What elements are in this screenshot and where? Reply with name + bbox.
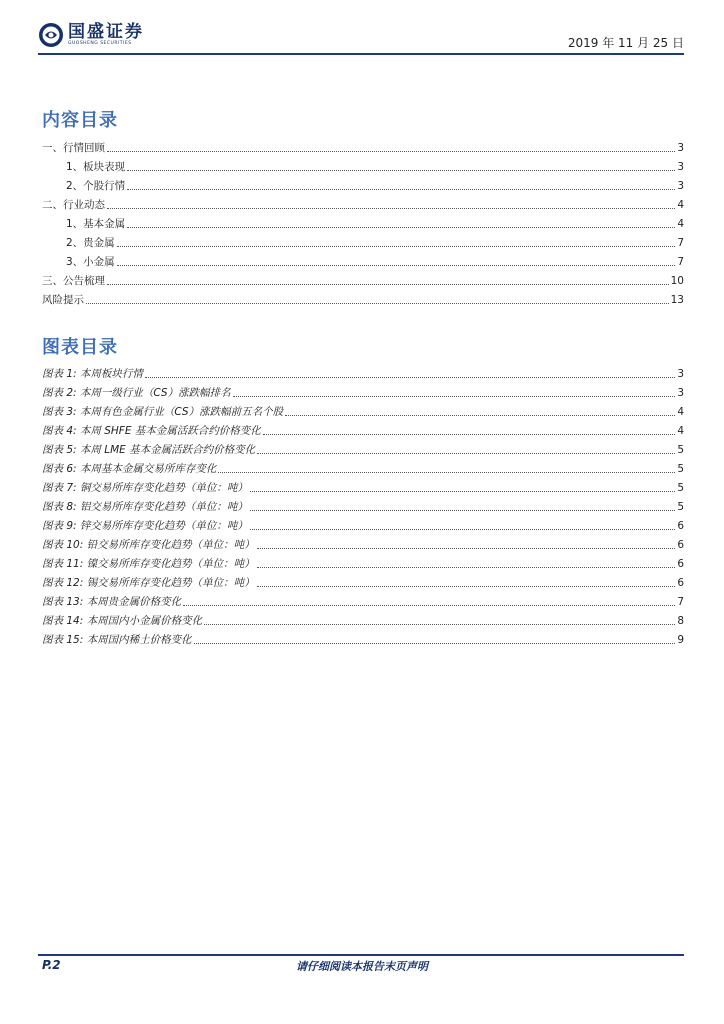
figure-item-label: 图表 15: 本周国内稀土价格变化 (42, 634, 192, 646)
figure-item[interactable] (42, 538, 684, 552)
figure-item-label: 图表 8: 铝交易所库存变化趋势（单位：吨） (42, 501, 248, 513)
figure-item[interactable] (42, 595, 684, 609)
figure-item-page: 6 (677, 520, 684, 532)
leader-dots (257, 548, 676, 549)
leader-dots (127, 189, 675, 190)
toc-item-page: 13 (670, 294, 684, 306)
figure-item-page: 4 (677, 406, 684, 418)
figure-item-page: 3 (677, 387, 684, 399)
leader-dots (218, 472, 675, 473)
figure-item-label: 图表 5: 本周 LME 基本金属活跃合约价格变化 (42, 444, 256, 456)
logo-en-text: GUOSHENG SECURITIES (68, 41, 132, 46)
figure-item-label: 图表 10: 铅交易所库存变化趋势（单位：吨） (42, 539, 255, 551)
report-date: 2019 年 11 月 25 日 (567, 36, 684, 50)
toc-item[interactable] (42, 198, 684, 212)
toc-item-page: 3 (677, 161, 684, 173)
figure-item-page: 4 (677, 425, 684, 437)
header-divider (38, 53, 684, 55)
figure-item-label: 图表 3: 本周有色金属行业（CS）涨跌幅前五名个股 (42, 406, 284, 418)
figure-item-label: 图表 4: 本周 SHFE 基本金属活跃合约价格变化 (42, 425, 261, 437)
figure-item-label: 图表 9: 锌交易所库存变化趋势（单位：吨） (42, 520, 248, 532)
figure-item-page: 7 (677, 596, 684, 608)
figure-item-label: 图表 14: 本周国内小金属价格变化 (42, 615, 203, 627)
toc-item-page: 3 (677, 180, 684, 192)
figure-item[interactable] (42, 557, 684, 571)
leader-dots (145, 377, 675, 378)
toc-item-page: 10 (670, 275, 684, 287)
leader-dots (204, 624, 675, 625)
toc-item[interactable] (66, 217, 684, 231)
figure-item-page: 6 (677, 558, 684, 570)
leader-dots (194, 643, 676, 644)
page-number: P.2 (42, 958, 61, 972)
figure-item[interactable] (42, 481, 684, 495)
toc-item-label: 1、基本金属 (66, 218, 126, 230)
toc-item-page: 7 (677, 237, 684, 249)
toc-item-label: 风险提示 (42, 294, 84, 306)
toc-item[interactable] (42, 293, 684, 307)
toc-item-page: 4 (677, 218, 684, 230)
figure-item[interactable] (42, 633, 684, 647)
figure-item-label: 图表 2: 本周一级行业（CS）涨跌幅排名 (42, 387, 231, 399)
figure-item-label: 图表 7: 铜交易所库存变化趋势（单位：吨） (42, 482, 248, 494)
toc-item-label: 2、个股行情 (66, 180, 126, 192)
leader-dots (250, 529, 675, 530)
contents-title: 内容目录 (42, 110, 118, 131)
leader-dots (257, 586, 676, 587)
figure-item-page: 6 (677, 577, 684, 589)
figure-item[interactable] (42, 500, 684, 514)
toc-item[interactable] (66, 160, 684, 174)
leader-dots (127, 227, 675, 228)
leader-dots (250, 510, 675, 511)
figure-item[interactable] (42, 462, 684, 476)
disclaimer-note: 请仔细阅读本报告末页声明 (296, 960, 428, 973)
toc-item-label: 2、贵金属 (66, 237, 115, 249)
figure-item-page: 9 (677, 634, 684, 646)
toc-item-label: 一、行情回顾 (42, 142, 105, 154)
figure-item-label: 图表 12: 锡交易所库存变化趋势（单位：吨） (42, 577, 255, 589)
toc-item[interactable] (42, 274, 684, 288)
figure-item-page: 5 (677, 482, 684, 494)
leader-dots (117, 246, 676, 247)
leader-dots (117, 265, 676, 266)
figure-item[interactable] (42, 386, 684, 400)
toc-item-label: 二、行业动态 (42, 199, 105, 211)
figure-item[interactable] (42, 519, 684, 533)
figure-item-label: 图表 1: 本周板块行情 (42, 368, 143, 380)
toc-item-label: 1、板块表现 (66, 161, 126, 173)
leader-dots (285, 415, 675, 416)
figure-item[interactable] (42, 405, 684, 419)
logo-mark-icon (38, 22, 64, 48)
leader-dots (257, 567, 676, 568)
leader-dots (233, 396, 676, 397)
leader-dots (263, 434, 676, 435)
toc-item-label: 三、公告梳理 (42, 275, 105, 287)
figure-item[interactable] (42, 614, 684, 628)
figure-item-page: 3 (677, 368, 684, 380)
figure-item[interactable] (42, 576, 684, 590)
leader-dots (107, 151, 675, 152)
toc-item-label: 3、小金属 (66, 256, 115, 268)
leader-dots (250, 491, 675, 492)
leader-dots (107, 284, 669, 285)
toc-item-page: 7 (677, 256, 684, 268)
company-logo (38, 22, 144, 48)
figure-item-label: 图表 6: 本周基本金属交易所库存变化 (42, 463, 217, 475)
leader-dots (86, 303, 669, 304)
toc-item[interactable] (66, 236, 684, 250)
toc-item[interactable] (66, 179, 684, 193)
leader-dots (127, 170, 675, 171)
toc-item-page: 4 (677, 199, 684, 211)
figure-item-page: 5 (677, 463, 684, 475)
toc-item[interactable] (42, 141, 684, 155)
leader-dots (107, 208, 675, 209)
footer-divider (38, 954, 684, 956)
figure-item-page: 6 (677, 539, 684, 551)
leader-dots (257, 453, 675, 454)
toc-item[interactable] (66, 255, 684, 269)
page-header (38, 22, 684, 52)
figure-item-label: 图表 11: 镍交易所库存变化趋势（单位：吨） (42, 558, 255, 570)
logo-cn-text: 国盛证券 (68, 22, 144, 42)
leader-dots (183, 605, 675, 606)
figure-item-page: 5 (677, 444, 684, 456)
figure-item[interactable] (42, 443, 684, 457)
figures-title: 图表目录 (42, 337, 118, 358)
figure-item-page: 8 (677, 615, 684, 627)
figure-item-label: 图表 13: 本周贵金属价格变化 (42, 596, 182, 608)
figure-item[interactable] (42, 424, 684, 438)
figure-item[interactable] (42, 367, 684, 381)
figure-item-page: 5 (677, 501, 684, 513)
toc-item-page: 3 (677, 142, 684, 154)
